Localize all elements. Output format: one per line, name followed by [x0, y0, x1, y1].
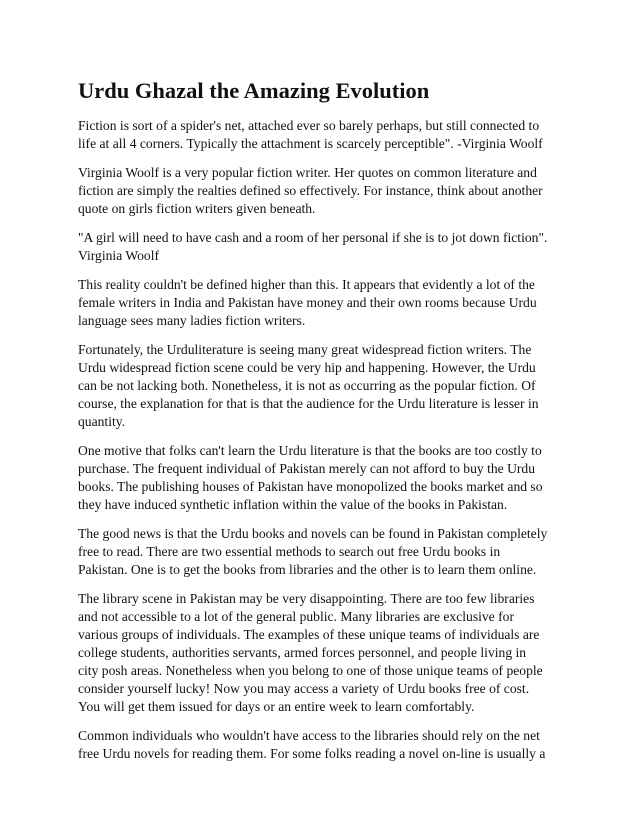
text-line: they have induced synthetic inflation within the value of the books in Pakistan. — [78, 497, 508, 512]
text-line: city posh areas. Nonetheless when you belong to one of those unique teams of people — [78, 663, 543, 678]
text-line: Urdu widespread fiction scene could be very hip and happening. However, the Urdu — [78, 360, 536, 375]
paragraph — [78, 727, 578, 763]
text-line: life at all 4 corners. Typically the attachment is scarcely perceptible". -Virginia Woolf — [78, 136, 543, 151]
text-line: The library scene in Pakistan may be very disappointing. There are too few libraries — [78, 591, 535, 606]
text-line: and not accessible to a lot of the general public. Many libraries are exclusive for — [78, 609, 514, 624]
text-line: books. The publishing houses of Pakistan have monopolized the books market and so — [78, 479, 543, 494]
paragraph — [78, 229, 578, 265]
paragraph — [78, 525, 578, 579]
paragraph — [78, 590, 578, 716]
document-title: Urdu Ghazal the Amazing Evolution — [78, 78, 430, 103]
text-line: quote on girls fiction writers given beneath. — [78, 201, 316, 216]
text-line: Fiction is sort of a spider's net, attached ever so barely perhaps, but still connected to — [78, 118, 540, 133]
text-line: various groups of individuals. The examples of these unique teams of individuals are — [78, 627, 540, 642]
paragraph — [78, 442, 578, 514]
text-line: This reality couldn't be defined higher than this. It appears that evidently a lot of the — [78, 277, 535, 292]
text-line: The good news is that the Urdu books and novels can be found in Pakistan completely — [78, 526, 548, 541]
text-line: free to read. There are two essential methods to search out free Urdu books in — [78, 544, 501, 559]
text-line: consider yourself lucky! Now you may access a variety of Urdu books free of cost. — [78, 681, 530, 696]
text-line: can be not lacking both. Nonetheless, it is not as occurring as the popular fiction. Of — [78, 378, 536, 393]
text-line: You will get them issued for days or an entire week to learn comfortably. — [78, 699, 475, 714]
text-line: Fortunately, the Urduliterature is seeing many great widespread fiction writers. The — [78, 342, 532, 357]
paragraph — [78, 117, 578, 153]
paragraph — [78, 276, 578, 330]
paragraph — [78, 164, 578, 218]
text-line: fiction are simply the realties defined so effectively. For instance, think about another — [78, 183, 543, 198]
text-line: Common individuals who wouldn't have access to the libraries should rely on the net — [78, 728, 540, 743]
text-line: course, the explanation for that is that the audience for the Urdu literature is lesser in — [78, 396, 539, 411]
text-line: college students, authorities servants, armed forces personnel, and people living in — [78, 645, 527, 660]
paragraph — [78, 341, 578, 431]
text-line: free Urdu novels for reading them. For some folks reading a novel on-line is usually a — [78, 746, 546, 761]
text-line: purchase. The frequent individual of Pakistan merely can not afford to buy the Urdu — [78, 461, 536, 476]
document-body — [78, 117, 578, 763]
text-line: Virginia Woolf — [78, 248, 160, 263]
text-line: "A girl will need to have cash and a room of her personal if she is to jot down fiction". — [78, 230, 548, 245]
text-line: quantity. — [78, 414, 126, 429]
text-line: female writers in India and Pakistan have money and their own rooms because Urdu — [78, 295, 537, 310]
text-line: One motive that folks can't learn the Urdu literature is that the books are too costly to — [78, 443, 542, 458]
text-line: Pakistan. One is to get the books from libraries and the other is to learn them online. — [78, 562, 537, 577]
text-line: Virginia Woolf is a very popular fiction writer. Her quotes on common literature and — [78, 165, 537, 180]
text-line: language sees many ladies fiction writers. — [78, 313, 306, 328]
